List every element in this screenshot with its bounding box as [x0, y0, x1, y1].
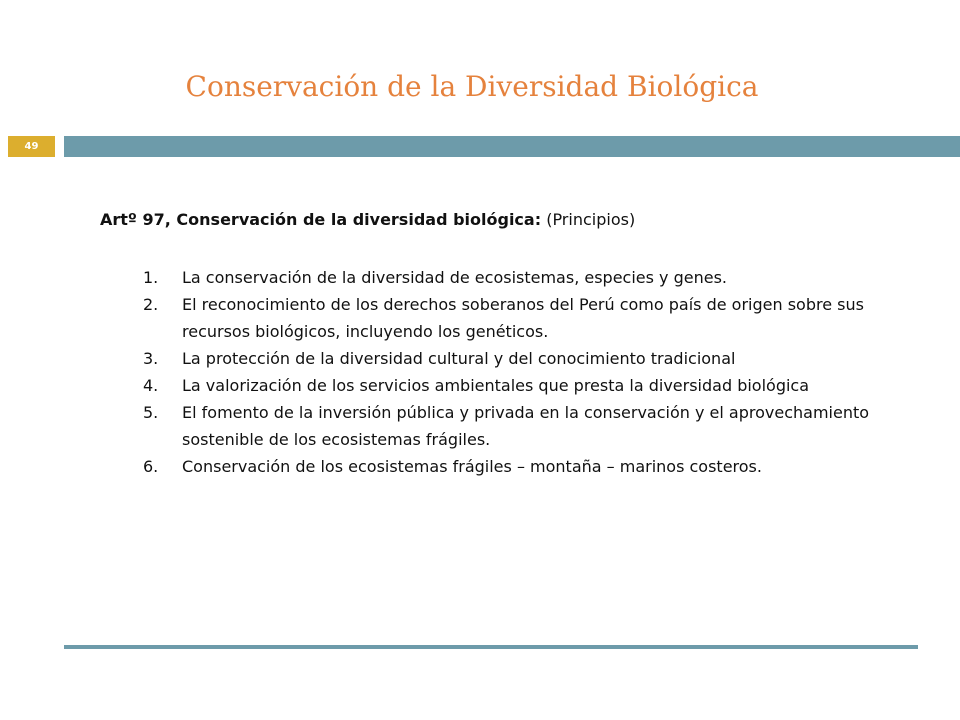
list-item — [143, 399, 933, 453]
list-item-text: La protección de la diversidad cultural y del conocimiento tradicional — [182, 349, 736, 368]
article-heading-bold: Artº 97, Conservación de la diversidad biológica: — [100, 210, 542, 229]
list-item — [143, 264, 933, 291]
list-item-text: El fomento de la inversión pública y privada en la conservación y el aprovechamiento sostenible de los ecosistemas frágiles. — [182, 403, 870, 449]
list-item-text: Conservación de los ecosistemas frágiles – montaña – marinos costeros. — [182, 457, 762, 476]
list-item-number: 2. — [143, 295, 159, 314]
list-item-text: La conservación de la diversidad de ecosistemas, especies y genes. — [182, 268, 728, 287]
list-item — [143, 453, 933, 480]
list-item-number: 4. — [143, 376, 159, 395]
article-heading-subtitle: (Principios) — [541, 210, 636, 229]
header-accent-bar — [64, 136, 960, 157]
list-item-text: La valorización de los servicios ambientales que presta la diversidad biológica — [182, 376, 810, 395]
list-item-number: 5. — [143, 403, 159, 422]
list-item-number: 6. — [143, 457, 159, 476]
slide-title: Conservación de la Diversidad Biológica — [185, 70, 759, 103]
list-item-text: El reconocimiento de los derechos soberanos del Perú como país de origen sobre sus recursos biológicos, incluyendo los genéticos. — [182, 295, 864, 341]
list-item-number: 3. — [143, 349, 159, 368]
footer-accent-bar — [64, 645, 918, 649]
list-item — [143, 372, 933, 399]
slide-number-badge: 49 — [8, 136, 55, 157]
principles-list — [143, 264, 933, 480]
list-item-number: 1. — [143, 268, 159, 287]
list-item — [143, 291, 933, 345]
article-heading — [100, 210, 635, 229]
list-item — [143, 345, 933, 372]
